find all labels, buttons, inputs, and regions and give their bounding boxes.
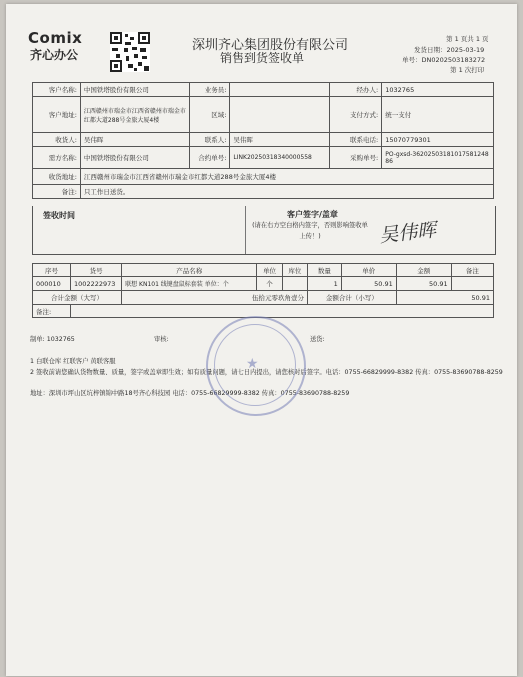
items-remark-label: 备注: bbox=[33, 305, 71, 318]
col-header-location: 库位 bbox=[282, 264, 307, 277]
logo-subtitle: 齐心办公 bbox=[30, 48, 79, 62]
item-location bbox=[282, 277, 307, 291]
company-title: 深圳齐心集团股份有限公司 bbox=[192, 38, 349, 53]
info-remark-label: 备注: bbox=[33, 185, 81, 199]
info-remark-value: 只工作日送货。 bbox=[80, 185, 493, 199]
handler-label: 经办人: bbox=[330, 83, 382, 97]
customer-value: 中国铁塔股份有限公司 bbox=[80, 83, 190, 97]
contact-label: 联系人: bbox=[190, 133, 230, 147]
company-logo: Comix bbox=[28, 29, 83, 47]
po-label: 采购单号: bbox=[330, 147, 382, 169]
item-qty: 1 bbox=[308, 277, 342, 291]
total-small-value: 50.91 bbox=[396, 291, 493, 305]
items-remark-value bbox=[71, 305, 494, 318]
contract-label: 合约单号: bbox=[190, 147, 230, 169]
total-small-label: 金额合计（小写） bbox=[308, 291, 397, 305]
address-value: 江西赣州市瑞金市江西省赣州市瑞金市红都大道288号金旅大厦4楼 bbox=[80, 97, 190, 133]
document-title: 销售到货签收单 bbox=[220, 51, 305, 65]
maker: 制单: 1032765 bbox=[30, 336, 75, 343]
item-amount: 50.91 bbox=[396, 277, 451, 291]
phone-label: 联系电话: bbox=[330, 133, 382, 147]
company-address: 地址：深圳市坪山区坑梓镇锦中路18号齐心科技园 电话：0755-66829999-8382 传真：0755-83690788-8259 bbox=[30, 390, 350, 397]
handler-value: 1032765 bbox=[382, 83, 494, 97]
ship-date: 发货日期：2025-03-19 bbox=[414, 46, 485, 54]
item-unit: 个 bbox=[257, 277, 282, 291]
sign-note: (请在右方空白格内签字，否则影响签收单上传！) bbox=[252, 222, 368, 240]
buyer-label: 需方名称: bbox=[33, 147, 81, 169]
sign-title: 客户签字/盖章 bbox=[287, 210, 338, 219]
delivery-receipt-page bbox=[6, 4, 517, 676]
ship-address-value: 江西赣州市瑞金市江西省赣州市瑞金市红都大道288号金旅大厦4楼 bbox=[80, 169, 493, 185]
col-header-seq: 序号 bbox=[33, 264, 71, 277]
item-seq: 000010 bbox=[33, 277, 71, 291]
item-remark bbox=[451, 277, 493, 291]
total-big-label: 合计金额（大写） bbox=[33, 291, 122, 305]
page-info: 第 1 页共 1 页 bbox=[446, 35, 489, 43]
ship-address-label: 收货地址: bbox=[33, 169, 81, 185]
signature-block bbox=[32, 206, 496, 255]
contract-value: LINK20250318340000558 bbox=[230, 147, 330, 169]
item-price: 50.91 bbox=[341, 277, 396, 291]
district-value bbox=[230, 97, 330, 133]
phone-value: 15070779301 bbox=[382, 133, 494, 147]
total-big-value: 伍拾元零玖角壹分 bbox=[122, 291, 308, 305]
salesman-label: 业务员: bbox=[190, 83, 230, 97]
qr-code-icon bbox=[110, 32, 150, 72]
signature-divider bbox=[245, 206, 246, 254]
item-sku: 1002222973 bbox=[71, 277, 122, 291]
terms-note: 2 签收前请您确认货物数量、质量，签字或盖章即生效；如有质量问题，请七日内提出，请您核对后签字。电话：0755-66829999-8382 传真：0755-83690788-8259 bbox=[30, 369, 503, 376]
items-table bbox=[32, 263, 494, 318]
receiver-value: 吴伟晖 bbox=[80, 133, 190, 147]
district-label: 区域: bbox=[190, 97, 230, 133]
po-value: PO-gxsd-36202503181017581248​86 bbox=[382, 147, 494, 169]
payment-value: 统一支付 bbox=[382, 97, 494, 133]
reviewer: 审核: bbox=[154, 336, 169, 343]
contact-value: 吴伟晖 bbox=[230, 133, 330, 147]
address-label: 客户地址: bbox=[33, 97, 81, 133]
print-count: 第 1 次打印 bbox=[450, 66, 485, 74]
sender: 送货: bbox=[310, 336, 325, 343]
col-header-product: 产品名称 bbox=[122, 264, 257, 277]
payment-label: 支付方式: bbox=[330, 97, 382, 133]
col-header-qty: 数量 bbox=[308, 264, 342, 277]
col-header-unit: 单位 bbox=[257, 264, 282, 277]
order-number: 单号：DN0202503183272 bbox=[402, 56, 486, 64]
items-header-row bbox=[33, 264, 494, 277]
buyer-value: 中国铁塔股份有限公司 bbox=[80, 147, 190, 169]
col-header-remark: 备注 bbox=[451, 264, 493, 277]
customer-label: 客户名称: bbox=[33, 83, 81, 97]
customer-info-table bbox=[32, 82, 494, 199]
receiver-label: 收货人: bbox=[33, 133, 81, 147]
salesman-value bbox=[230, 83, 330, 97]
col-header-price: 单价 bbox=[341, 264, 396, 277]
copies-note: 1 白联仓库 红联客户 黄联客服 bbox=[30, 358, 116, 365]
seal-star-icon: ★ bbox=[246, 356, 259, 372]
col-header-amount: 金额 bbox=[396, 264, 451, 277]
table-row bbox=[33, 277, 494, 291]
customer-signature: 吴伟晖 bbox=[378, 219, 438, 247]
sign-time-label: 签收时间 bbox=[43, 211, 75, 220]
item-product: 联想 KN101 线键盘鼠标套装 单位：个 bbox=[122, 277, 257, 291]
col-header-sku: 货号 bbox=[71, 264, 122, 277]
